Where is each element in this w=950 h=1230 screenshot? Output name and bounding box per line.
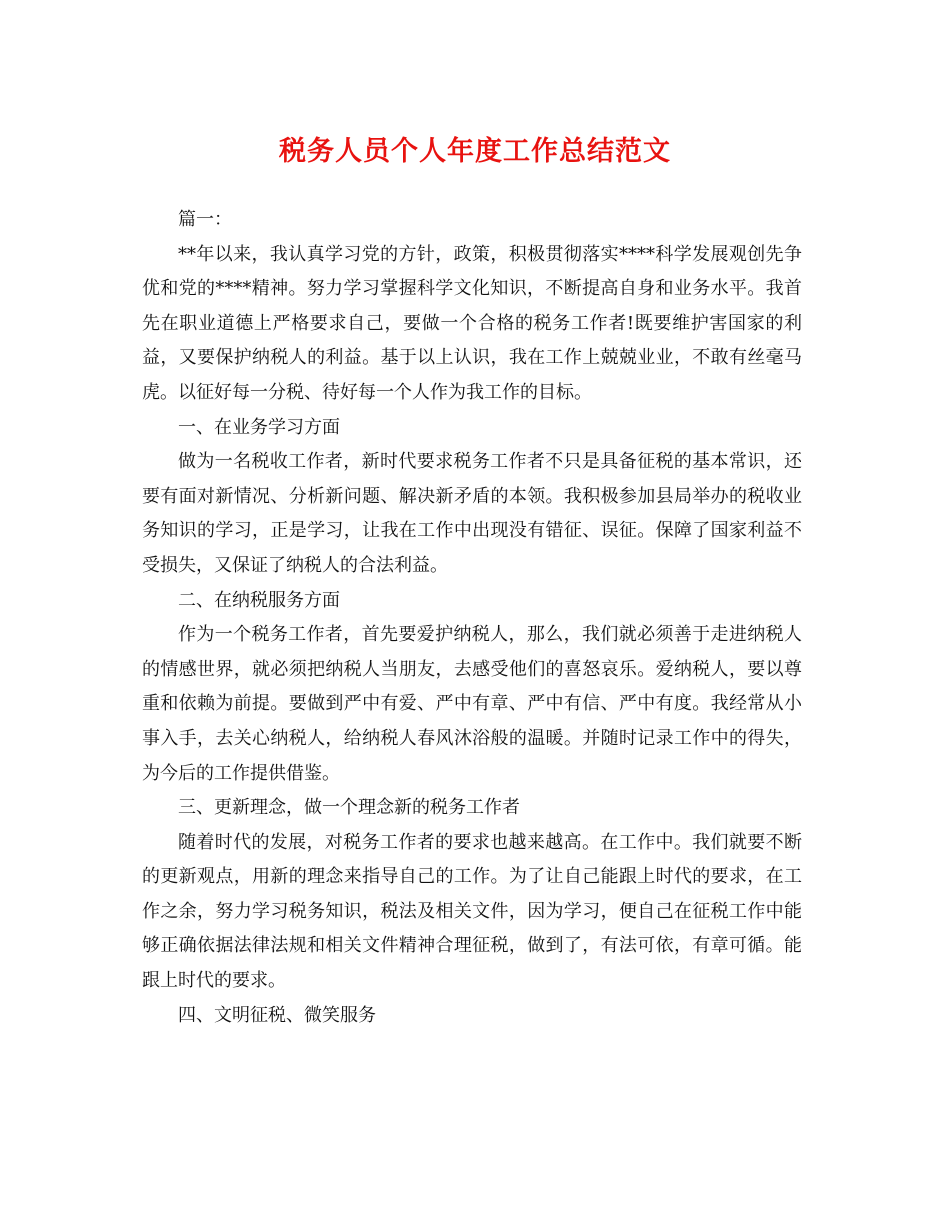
section-heading: 三、更新理念，做一个理念新的税务工作者 [178, 797, 520, 819]
section-heading: 二、在纳税服务方面 [178, 589, 340, 611]
document-title: 税务人员个人年度工作总结范文 [279, 136, 671, 167]
section-heading: 四、文明征税、微笑服务 [178, 1004, 376, 1026]
body-paragraph: 作为一个税务工作者，首先要爱护纳税人，那么，我们就必须善于走进纳税人的情感世界，就必须把纳税人当朋友，去感受他们的喜怒哀乐。爱纳税人，要以尊重和依赖为前提。要做到严中有爱、严中有章、严中有信、严中有度。我经常从小事入手，去关心纳税人，给纳税人春风沐浴般的温暖。并随时记录工作中的得失，为今后的工作提供借鉴。 [142, 624, 802, 784]
section-label: 篇一： [178, 209, 232, 230]
document-body [142, 203, 802, 1033]
body-paragraph: 做为一名税收工作者，新时代要求税务工作者不只是具备征税的基本常识，还要有面对新情况、分析新问题、解决新矛盾的本领。我积极参加县局举办的税收业务知识的学习，正是学习，让我在工作中出现没有错征、误征。保障了国家利益不受损失，又保证了纳税人的合法利益。 [142, 451, 802, 576]
body-paragraph: **年以来，我认真学习党的方针，政策，积极贯彻落实****科学发展观创先争优和党的****精神。努力学习掌握科学文化知识，不断提高自身和业务水平。我首先在职业道德上严格要求自己，要做一个合格的税务工作者!既要维护害国家的利益，又要保护纳税人的利益。基于以上认识，我在工作上兢兢业业，不敢有丝毫马虎。以征好每一分税、待好每一个人作为我工作的目标。 [142, 243, 802, 403]
body-paragraph: 随着时代的发展，对税务工作者的要求也越来越高。在工作中。我们就要不断的更新观点，用新的理念来指导自己的工作。为了让自己能跟上时代的要求，在工作之余，努力学习税务知识，税法及相关文件，因为学习，便自己在征税工作中能够正确依据法律法规和相关文件精神合理征税，做到了，有法可依，有章可循。能跟上时代的要求。 [142, 831, 802, 992]
section-heading: 一、在业务学习方面 [178, 416, 340, 438]
